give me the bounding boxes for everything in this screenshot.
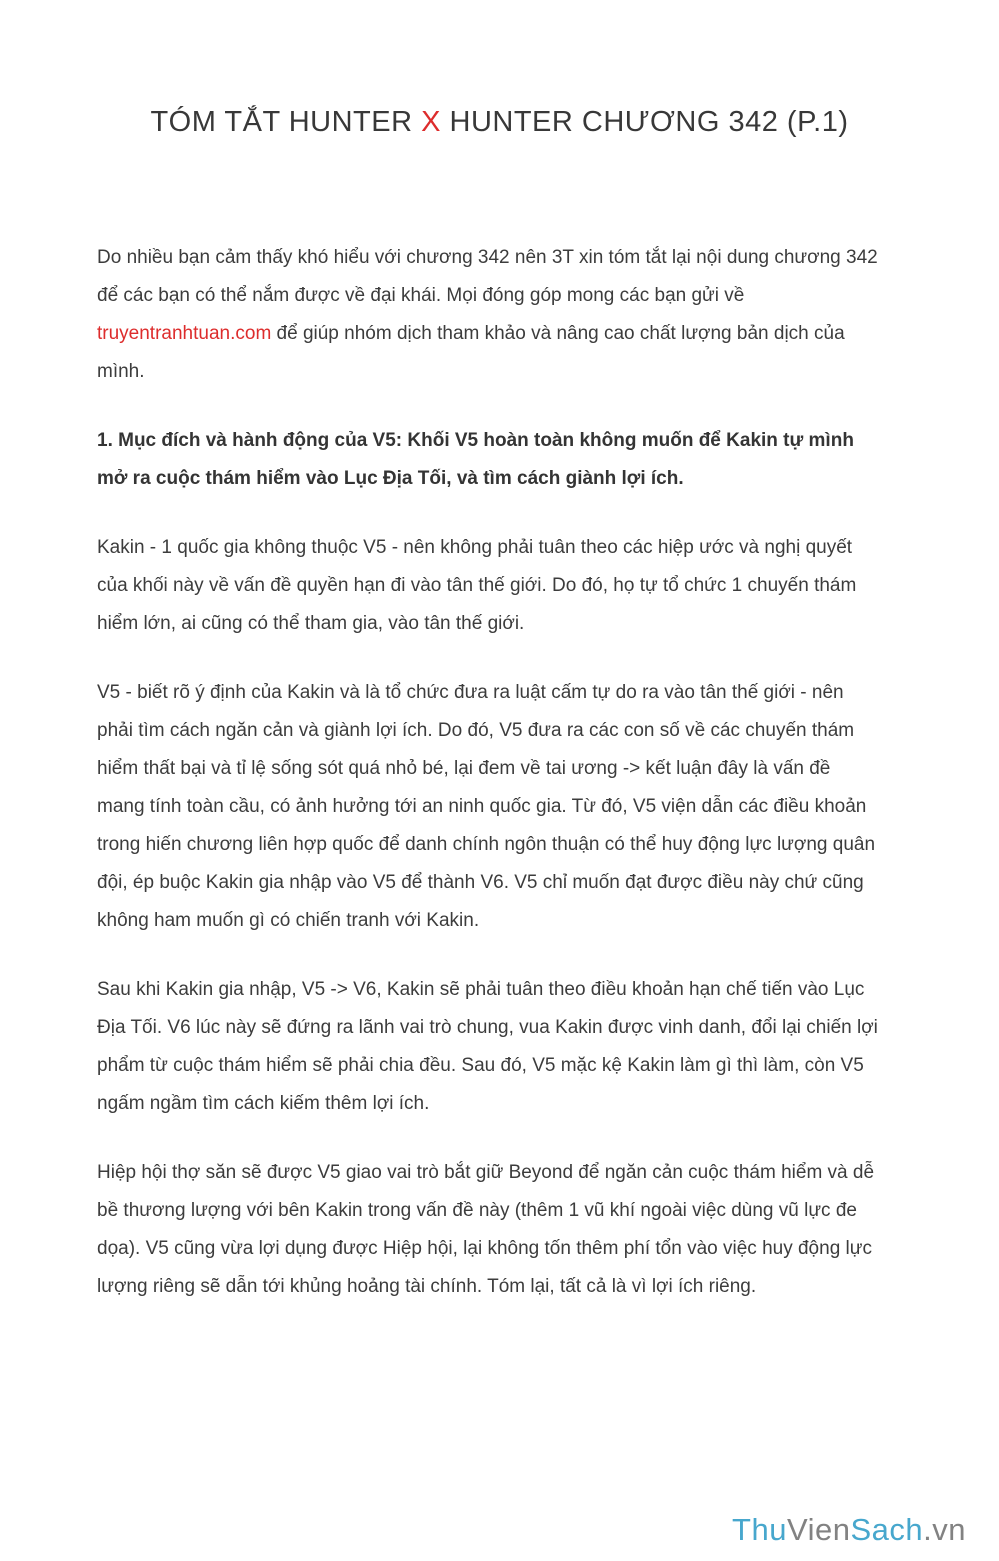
logo-segment-vien: Vien: [786, 1512, 851, 1547]
truyentranhtuan-link[interactable]: truyentranhtuan.com: [97, 323, 272, 344]
paragraph-hunter-association: Hiệp hội thợ săn sẽ được V5 giao vai trò bắt giữ Beyond để ngăn cản cuộc thám hiểm và dễ bề thương lượng với bên Kakin trong vấn đề này (thêm 1 vũ khí ngoài việc dùng vũ lực đe dọa). V5 cũng vừa lợi dụng được Hiệp hội, lại không tốn thêm phí tổn vào việc huy động lực lượng riêng sẽ dẫn tới khủng hoảng tài chính. Tóm lại, tất cả là vì lợi ích riêng.: [97, 1162, 875, 1297]
logo-segment-vn: .vn: [923, 1512, 966, 1547]
article-body: [97, 239, 879, 1306]
intro-paragraph: [97, 239, 879, 391]
intro-text-before-link: Do nhiều bạn cảm thấy khó hiểu với chương 342 nên 3T xin tóm tắt lại nội dung chương 342 để các bạn có thể nắm được về đại khái. Mọi đóng góp mong các bạn gửi về: [97, 247, 878, 306]
paragraph-kakin: Kakin - 1 quốc gia không thuộc V5 - nên không phải tuân theo các hiệp ước và nghị quyết của khối này về vấn đề quyền hạn đi vào tân thế giới. Do đó, họ tự tổ chức 1 chuyến thám hiểm lớn, ai cũng có thể tham gia, vào tân thế giới.: [97, 537, 857, 634]
thuviensach-logo: [732, 1512, 966, 1548]
intro-text-after-link: để giúp nhóm dịch tham khảo và nâng cao chất lượng bản dịch của mình.: [97, 323, 845, 382]
page-title-x-highlight: X: [421, 106, 441, 138]
page-title-part1: TÓM TẮT HUNTER: [150, 106, 422, 138]
paragraph-after-join: Sau khi Kakin gia nhập, V5 -> V6, Kakin sẽ phải tuân theo điều khoản hạn chế tiến vào Lục Địa Tối. V6 lúc này sẽ đứng ra lãnh vai trò chung, vua Kakin được vinh danh, đổi lại chiến lợi phẩm từ cuộc thám hiểm sẽ phải chia đều. Sau đó, V5 mặc kệ Kakin làm gì thì làm, còn V5 ngấm ngầm tìm cách kiếm thêm lợi ích.: [97, 979, 878, 1114]
page-title: [0, 0, 999, 139]
section1-heading: 1. Mục đích và hành động của V5: Khối V5 hoàn toàn không muốn để Kakin tự mình mở ra cuộc thám hiểm vào Lục Địa Tối, và tìm cách giành lợi ích.: [97, 430, 854, 489]
logo-segment-thu: Thu: [732, 1512, 787, 1547]
paragraph-v5: V5 - biết rõ ý định của Kakin và là tổ chức đưa ra luật cấm tự do ra vào tân thế giới - nên phải tìm cách ngăn cản và giành lợi ích. Do đó, V5 đưa ra các con số về các chuyến thám hiểm thất bại và tỉ lệ sống sót quá nhỏ bé, lại đem về tai ương -> kết luận đây là vấn đề mang tính toàn cầu, có ảnh hưởng tới an ninh quốc gia. Từ đó, V5 viện dẫn các điều khoản trong hiến chương liên hợp quốc để danh chính ngôn thuận có thể huy động lực lượng quân đội, ép buộc Kakin gia nhập vào V5 để thành V6. V5 chỉ muốn đạt được điều này chứ cũng không ham muốn gì có chiến tranh với Kakin.: [97, 682, 876, 931]
logo-segment-sach: Sach: [850, 1512, 924, 1547]
page-title-part2: HUNTER CHƯƠNG 342 (P.1): [440, 106, 849, 138]
